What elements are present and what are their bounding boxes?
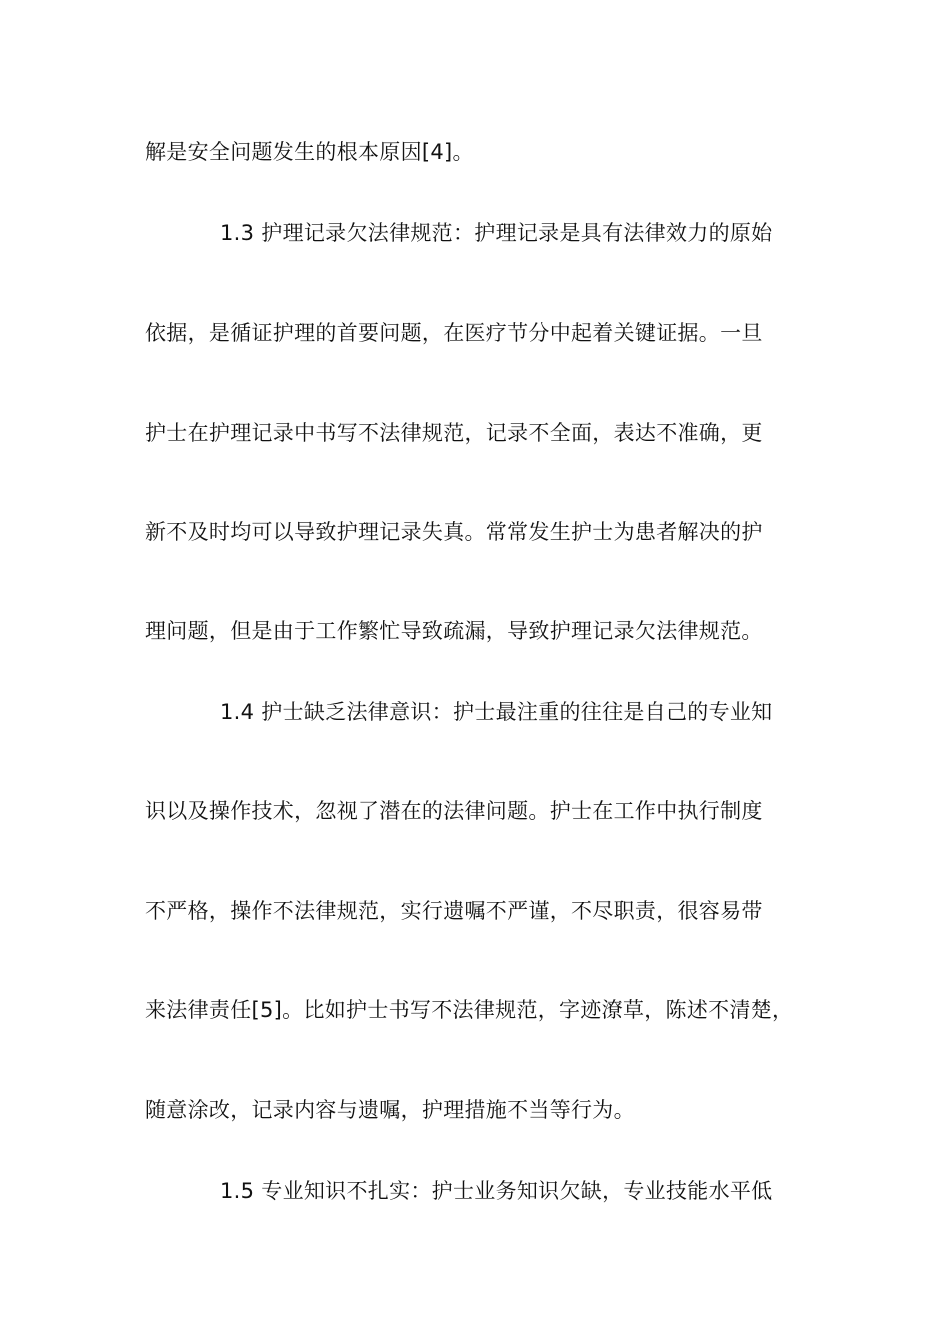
text-line: 解是安全问题发生的根本原因[4]。 (145, 140, 474, 164)
section-heading-1-3: 1.3 护理记录欠法律规范：护理记录是具有法律效力的原始 (220, 221, 773, 245)
text-line: 随意涂改，记录内容与遗嘱，护理措施不当等行为。 (145, 1098, 635, 1122)
text-line: 不严格，操作不法律规范，实行遗嘱不严谨，不尽职责，很容易带 (145, 899, 763, 923)
text-line: 新不及时均可以导致护理记录失真。常常发生护士为患者解决的护 (145, 520, 763, 544)
text-line: 依据，是循证护理的首要问题，在医疗节分中起着关键证据。一旦 (145, 321, 763, 345)
section-heading-1-5: 1.5 专业知识不扎实：护士业务知识欠缺，专业技能水平低 (220, 1179, 773, 1203)
text-line: 来法律责任[5]。比如护士书写不法律规范，字迹潦草，陈述不清楚， (145, 998, 794, 1022)
text-line: 护士在护理记录中书写不法律规范，记录不全面，表达不准确，更 (145, 421, 763, 445)
text-line: 识以及操作技术，忽视了潜在的法律问题。护士在工作中执行制度 (145, 799, 763, 823)
section-heading-1-4: 1.4 护士缺乏法律意识：护士最注重的往往是自己的专业知 (220, 700, 773, 724)
text-line: 理问题，但是由于工作繁忙导致疏漏，导致护理记录欠法律规范。 (145, 619, 763, 643)
